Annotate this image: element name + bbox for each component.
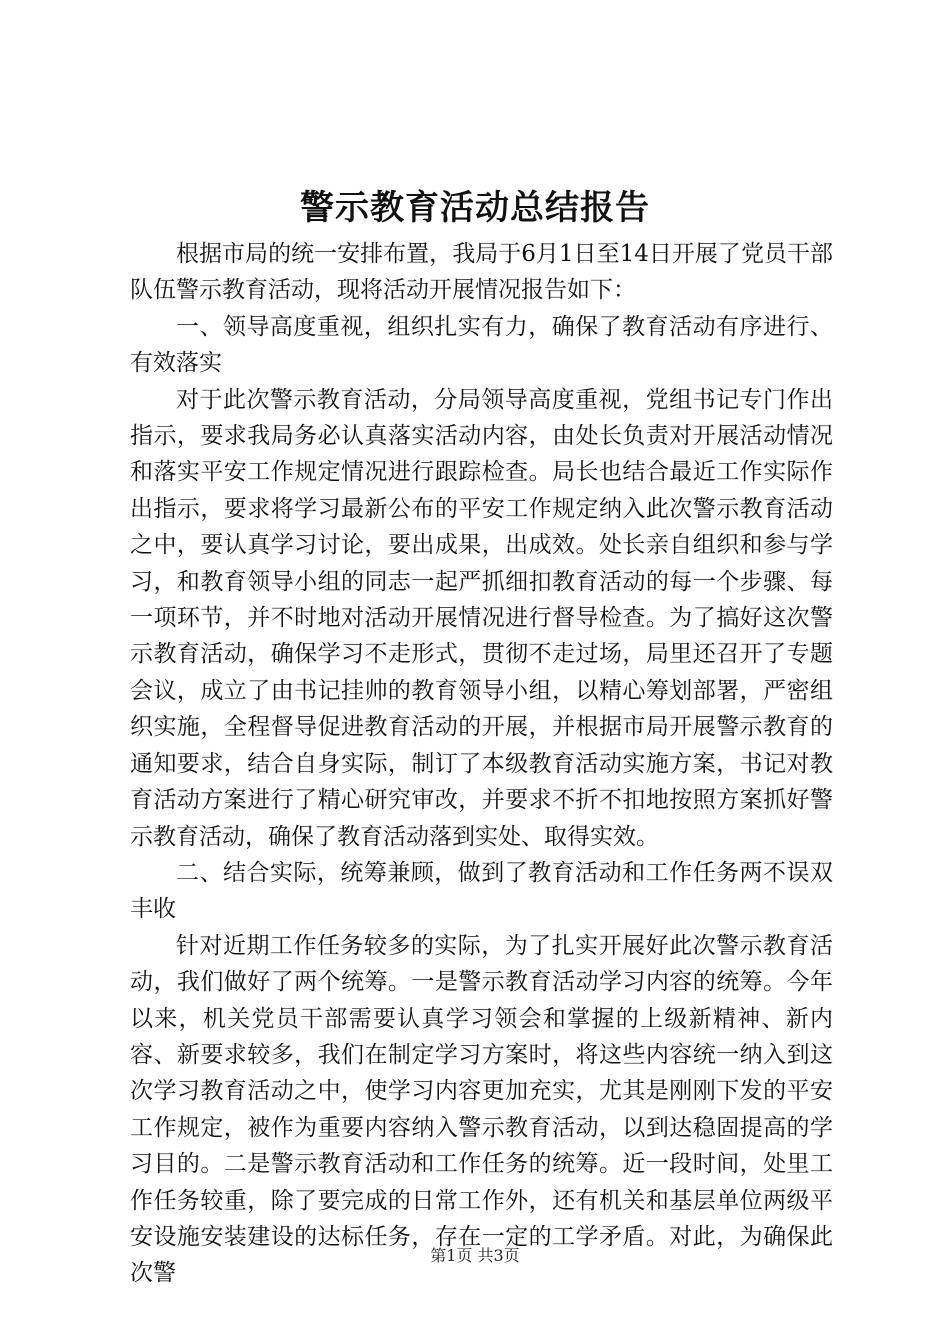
document-body	[130, 236, 833, 1292]
paragraph-section-1: 对于此次警示教育活动，分局领导高度重视，党组书记专门作出指示，要求我局务必认真落实活动内容，由处长负责对开展活动情况和落实平安工作规定情况进行跟踪检查。局长也结合最近工作实际作出指示，要求将学习最新公布的平安工作规定纳入此次警示教育活动之中，要认真学习讨论，要出成果，出成效。处长亲自组织和参与学习，和教育领导小组的同志一起严抓细扣教育活动的每一个步骤、每一项环节，并不时地对活动开展情况进行督导检查。为了搞好这次警示教育活动，确保学习不走形式，贯彻不走过场，局里还召开了专题会议，成立了由书记挂帅的教育领导小组，以精心筹划部署，严密组织实施，全程督导促进教育活动的开展，并根据市局开展警示教育的通知要求，结合自身实际，制订了本级教育活动实施方案，书记对教育活动方案进行了精心研究审改，并要求不折不扣地按照方案抓好警示教育活动，确保了教育活动落到实处、取得实效。	[130, 386, 833, 850]
page-number: 第1页 共3页	[430, 1246, 520, 1265]
paragraph-intro: 根据市局的统一安排布置，我局于6月1日至14日开展了党员干部队伍警示教育活动，现将活动开展情况报告如下：	[130, 241, 833, 304]
section-heading-1: 一、领导高度重视，组织扎实有力，确保了教育活动有序进行、有效落实	[130, 313, 833, 377]
section-heading-2: 二、结合实际，统筹兼顾，做到了教育活动和工作任务两不误双丰收	[130, 859, 833, 923]
document-title: 警示教育活动总结报告	[300, 188, 650, 228]
paragraph-section-2: 针对近期工作任务较多的实际，为了扎实开展好此次警示教育活动，我们做好了两个统筹。一是警示教育活动学习内容的统筹。今年以来，机关党员干部需要认真学习领会和掌握的上级新精神、新内容、新要求较多，我们在制定学习方案时，将这些内容统一纳入到这次学习教育活动之中，使学习内容更加充实，尤其是刚刚下发的平安工作规定，被作为重要内容纳入警示教育活动，以到达稳固提高的学习目的。二是警示教育活动和工作任务的统筹。近一段时间，处里工作任务较重，除了要完成的日常工作外，还有机关和基层单位两级平安设施安装建设的达标任务，存在一定的工学矛盾。对此，为确保此次警	[130, 932, 833, 1287]
